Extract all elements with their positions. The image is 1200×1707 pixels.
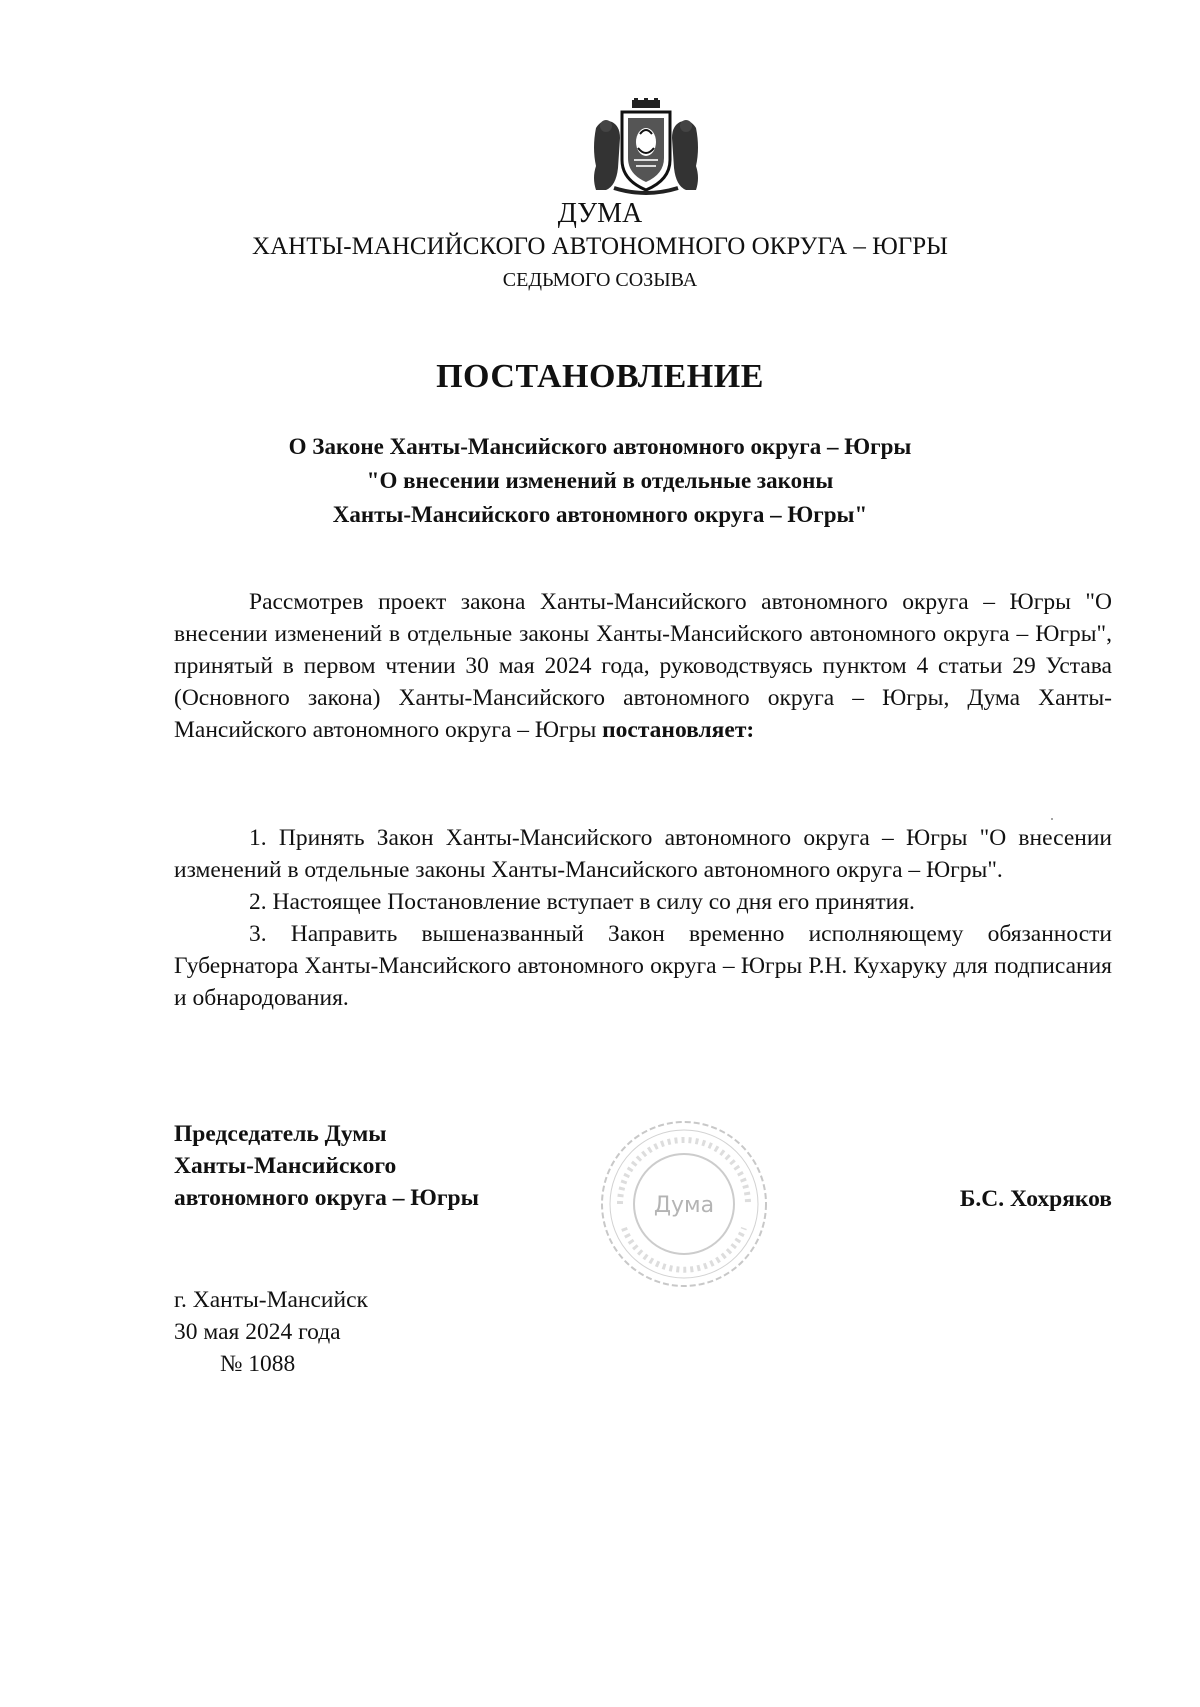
org-convocation: СЕДЬМОГО СОЗЫВА [502,269,698,291]
preamble-verb: постановляет: [602,717,755,743]
resolution-item: 3. Направить вышеназванный Закон временно исполняющему обязанности Губернатора Ханты-Мансийского автономного округа – Югры Р.Н. Кухаруку для подписания и обнародования. [174,921,1112,1011]
preamble-text: Рассмотрев проект закона Ханты-Мансийского автономного округа – Югры "О внесении изменений в отдельные законы Ханты-Мансийского автономного округа – Югры", принятый в первом чтении 30 мая 2024 года, руководствуясь пунктом 4 статьи 29 Устава (Основного закона) Ханты-Мансийского автономного округа – Югры, Дума Ханты-Мансийского автономного округа – Югры [174,589,1112,743]
preamble-paragraph [174,586,1112,746]
subject-line-1: О Законе Ханты-Мансийского автономного округа – Югры [288,434,912,459]
signatory-name: Б.С. Хохряков [959,1186,1112,1212]
signatory-title [174,1118,479,1214]
subject-line-2: "О внесении изменений в отдельные законы [366,468,834,493]
document-type-title: ПОСТАНОВЛЕНИЕ [436,358,764,395]
resolution-item: 1. Принять Закон Ханты-Мансийского автономного округа – Югры "О внесении изменений в отдельные законы Ханты-Мансийского автономного округа – Югры". [174,825,1112,883]
resolution-items [174,822,1112,1014]
document-footer [174,1284,368,1380]
org-name-duma: ДУМА [557,198,643,229]
official-seal-icon [598,1118,770,1290]
subject-line-3: Ханты-Мансийского автономного округа – Югры" [332,502,868,527]
place-of-issue: г. Ханты-Мансийск [174,1287,368,1313]
date-of-issue: 30 мая 2024 года [174,1319,341,1345]
resolution-item: 2. Настоящее Постановление вступает в силу со дня его принятия. [249,889,915,915]
signatory-title-line: автономного округа – Югры [174,1185,479,1211]
signatory-title-line: Председатель Думы [174,1121,387,1147]
org-name-region: ХАНТЫ-МАНСИЙСКОГО АВТОНОМНОГО ОКРУГА – ЮГРЫ [252,233,948,260]
document-number: № 1088 [220,1351,296,1377]
stamp-text: Дума [653,1193,715,1218]
scan-speck [1051,818,1053,820]
signatory-title-line: Ханты-Мансийского [174,1153,397,1179]
coat-of-arms-icon [590,98,702,198]
